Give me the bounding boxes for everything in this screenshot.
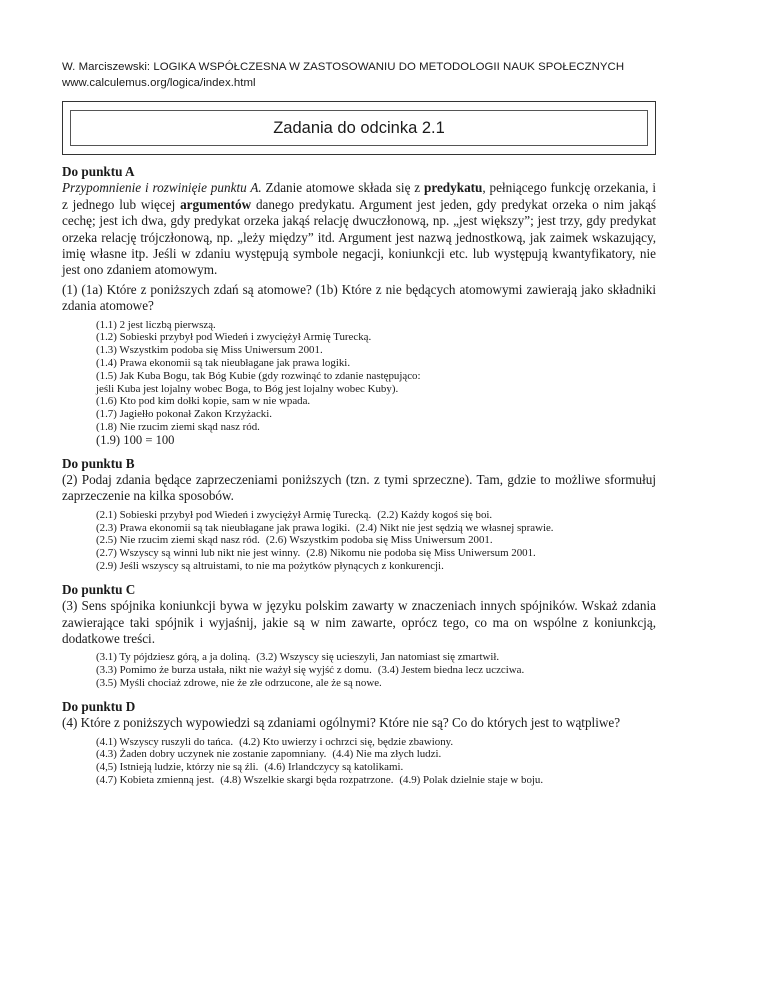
list-item: (4.3) Żaden dobry uczynek nie zostanie zapomniany. (4.4) Nie ma złych ludzi. — [96, 748, 442, 761]
list-item: (2.5) Nie rzucim ziemi skąd nasz ród. (2.6) Wszystkim podoba się Miss Uniwersum 2001. — [96, 534, 493, 547]
question-2: (2) Podaj zdania będące zaprzeczeniami poniższych (tzn. z tymi sprzeczne). Tam, gdzie to możliwe sformułuj zaprzeczenie na kilka sposobów. — [62, 472, 656, 504]
question-2-items — [96, 509, 656, 573]
intro-text-2: , pełniącego funkcję orzekania, i z jednego lub więcej — [62, 180, 656, 212]
list-item: (1.8) Nie rzucim ziemi skąd nasz ród. — [96, 421, 260, 434]
list-item: (1.6) Kto pod kim dołki kopie, sam w nie wpada. — [96, 395, 311, 408]
list-item: (3.1) Ty pójdziesz górą, a ja doliną. (3.2) Wszyscy się ucieszyli, Jan natomiast się zmartwił. — [96, 651, 500, 664]
page-title: Zadania do odcinka 2.1 — [273, 118, 445, 137]
intro-italic: Przypomnienie i rozwinięie punktu A. — [62, 180, 262, 196]
list-item: (2.3) Prawa ekonomii są tak nieubłagane jak prawa logiki. (2.4) Nikt nie jest sędzią we własnej sprawie. — [96, 521, 554, 534]
section-a-heading: Do punktu A — [62, 164, 135, 179]
section-c-heading: Do punktu C — [62, 581, 136, 597]
list-item: jeśli Kuba jest lojalny wobec Boga, to Bóg jest lojalny wobec Kuby). — [96, 382, 399, 395]
intro-text-3: danego predykatu. Argument jest jeden, gdy predykat orzeka o nim jakąś cechę; jest ich dwa, gdy predykat orzeka jakąś relację dwuczłonową, np. „jest większy”; jest trzy, gdy predykat orzeka relację trójczłonową, np. „leży między” itd. Argument jest nazwą jednostkową, jak zaimek wskazujący, imię własne itp. Jeśli w zdaniu występują symbole negacji, koniunkcji etc. lub występują kwantyfikatory, nie jest ono zdaniem atomowym. — [62, 196, 656, 278]
question-4-items — [96, 736, 656, 787]
list-item: (1.2) Sobieski przybył pod Wiedeń i zwyciężył Armię Turecką. — [96, 331, 372, 344]
question-4: (4) Które z poniższych wypowiedzi są zdaniami ogólnymi? Które nie są? Co do których jest to wątpliwe? — [62, 715, 621, 731]
list-item: (1.3) Wszystkim podoba się Miss Uniwersum 2001. — [96, 344, 323, 357]
list-item: (1.5) Jak Kuba Bogu, tak Bóg Kubie (gdy rozwinąć to zdanie następująco: — [96, 369, 421, 382]
question-3-items — [96, 651, 656, 689]
list-item: (2.1) Sobieski przybył pod Wiedeń i zwyciężył Armię Turecką. (2.2) Każdy kogoś się boi. — [96, 508, 493, 521]
term-predykat: predykatu — [424, 180, 483, 196]
section-a-intro — [62, 180, 656, 278]
section-b-heading: Do punktu B — [62, 455, 135, 471]
list-item: (1.7) Jagiełło pokonał Zakon Krzyżacki. — [96, 408, 273, 421]
math-label: (1.9) — [96, 432, 124, 447]
list-item: (2.7) Wszyscy są winni lub nikt nie jest winny. (2.8) Nikomu nie podoba się Miss Uniwersum 2001. — [96, 547, 536, 560]
header-url: www.calculemus.org/logica/index.html — [62, 77, 256, 89]
title-inner-frame — [70, 110, 648, 146]
list-item: (1.1) 2 jest liczbą pierwszą. — [96, 318, 216, 331]
list-item-math — [96, 434, 656, 447]
page-header — [62, 59, 722, 91]
document-body — [62, 164, 656, 787]
math-expression: 100 = 100 — [123, 432, 175, 447]
term-argumentow: argumentów — [180, 196, 252, 212]
list-item: (4.1) Wszyscy ruszyli do tańca. (4.2) Kto uwierzy i ochrzci się, będzie zbawiony. — [96, 735, 454, 748]
question-3: (3) Sens spójnika koniunkcji bywa w języku polskim zawarty w znaczeniach innych spójników. Wskaż zdania zawierające taki spójnik i wyjaśnij, jakie są w nim zawarte, oprócz tego, co ma on wspólne z koniunkcją, dodatkowe treści. — [62, 598, 656, 647]
list-item: (3.3) Pomimo że burza ustała, nikt nie ważył się wyjść z domu. (3.4) Jestem biedna lecz uczciwa. — [96, 664, 525, 677]
question-1-items — [96, 319, 656, 447]
title-frame — [62, 101, 656, 155]
section-d-heading: Do punktu D — [62, 698, 136, 714]
question-1: (1) (1a) Które z poniższych zdań są atomowe? (1b) Które z nie będących atomowymi zawierają jako składniki zdania atomowe? — [62, 281, 656, 314]
list-item: (4,5) Istnieją ludzie, którzy nie są źli. (4.6) Irlandczycy są katolikami. — [96, 761, 404, 774]
list-item: (2.9) Jeśli wszyscy są altruistami, to nie ma pożytków płynących z konkurencji. — [96, 560, 444, 573]
intro-text-1: Zdanie atomowe składa się z — [261, 180, 424, 196]
list-item: (4.7) Kobieta zmienną jest. (4.8) Wszelkie skargi będa rozpatrzone. (4.9) Polak dzielnie staje w boju. — [96, 774, 544, 787]
header-author-title: W. Marciszewski: LOGIKA WSPÓŁCZESNA W ZASTOSOWANIU DO METODOLOGII NAUK SPOŁECZNYCH — [62, 61, 625, 73]
list-item: (1.4) Prawa ekonomii są tak nieubłagane jak prawa logiki. — [96, 357, 351, 370]
list-item: (3.5) Myśli chociaż zdrowe, nie że złe odrzucone, ale że są nowe. — [96, 677, 382, 690]
